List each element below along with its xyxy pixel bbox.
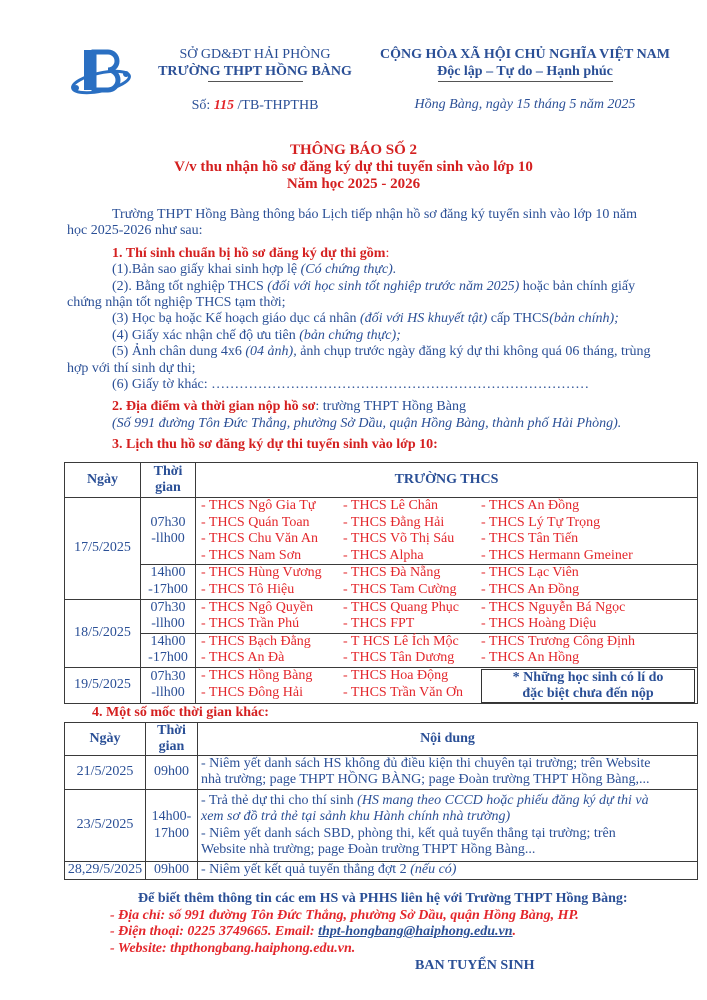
school-name: - THCS Tam Cường — [343, 581, 457, 597]
school-name: - THCS Đông Hải — [201, 685, 304, 701]
heading-text: 1. Thí sinh chuẩn bị hồ sơ đăng ký dự thi gồm — [112, 245, 386, 261]
date: 28,29/5/2025 — [65, 862, 146, 879]
schools-grid — [196, 668, 697, 703]
item-2-cont: chứng nhận tốt nghiệp THCS tạm thời; — [67, 295, 286, 311]
motto: Độc lập – Tự do – Hạnh phúc — [437, 64, 613, 79]
date: 19/5/2025 — [65, 667, 141, 703]
intro-line: học 2025-2026 như sau: — [67, 223, 203, 239]
text: (bản chính); — [549, 311, 619, 327]
school-name: - THCS Tân Dương — [343, 650, 455, 666]
number-value: 115 — [213, 98, 235, 113]
date: 17/5/2025 — [65, 498, 141, 600]
email-link[interactable]: thpt-hongbang@haiphong.edu.vn — [318, 924, 513, 940]
title-block — [0, 142, 707, 193]
date: 23/5/2025 — [65, 789, 146, 862]
school-name: - T HCS Lê Ích Mộc — [343, 633, 459, 649]
time-line: -llh00 — [151, 685, 185, 701]
col-content: Nội dung — [198, 723, 698, 756]
time — [141, 498, 196, 565]
heading-text: 2. Địa điểm và thời gian nộp hồ sơ — [112, 399, 316, 415]
place-date: Hồng Bàng, ngày 15 tháng 5 năm 2025 — [414, 97, 636, 112]
time: 09h00 — [146, 862, 198, 879]
school-name: - THCS FPT — [343, 616, 415, 632]
text: (5) Ảnh chân dung 4x6 — [112, 344, 246, 360]
school-name: - THCS Ngô Gia Tự — [201, 498, 316, 513]
section2-heading — [67, 399, 697, 415]
school-name: - THCS Hermann Gmeiner — [481, 547, 633, 563]
text: - Trả thẻ dự thi cho thí sinh — [201, 792, 358, 808]
section4-heading: 4. Một số mốc thời gian khác: — [92, 705, 269, 720]
time-line: 14h00 — [150, 633, 186, 649]
school-name: - THCS Trần Văn Ơn — [343, 685, 464, 701]
text: - Niêm yết kết quả tuyển thẳng đợt 2 — [201, 862, 411, 878]
text: ảnh chụp trước ngày đăng ký dự thi không quá 06 tháng, trùng — [296, 344, 651, 360]
school-name: - THCS Tô Hiệu — [201, 581, 295, 597]
school-name: - THCS An Đồng — [481, 498, 580, 513]
number-prefix: Số: — [191, 98, 214, 113]
school-name: - THCS Alpha — [343, 547, 424, 563]
col-date: Ngày — [65, 723, 146, 756]
school-name: TRƯỜNG THPT HỒNG BÀNG — [158, 64, 352, 79]
body — [67, 207, 697, 454]
text: - Niêm yết danh sách SBD, phòng thi, kết quả tuyển thẳng tại trường; trên — [201, 825, 616, 841]
text: (2). Bằng tốt nghiệp THCS — [112, 278, 268, 294]
content — [198, 789, 698, 862]
note-line: * Những học sinh có lí do — [512, 669, 664, 685]
school-name: - THCS Võ Thị Sáu — [343, 531, 455, 547]
school-name: - THCS Hồng Bàng — [201, 667, 313, 683]
time — [141, 633, 196, 667]
schools-cell — [196, 633, 698, 667]
col-schools: TRƯỜNG THCS — [196, 463, 698, 498]
item-2 — [67, 279, 697, 295]
issuer-block — [140, 46, 370, 82]
divider — [438, 81, 613, 82]
text: . — [512, 924, 517, 940]
schools-grid — [196, 634, 697, 667]
schedule-table — [64, 462, 698, 704]
time-line: 07h30 — [150, 514, 186, 530]
time — [146, 789, 198, 862]
time-line: 07h30 — [150, 599, 186, 615]
contact-block — [110, 891, 670, 957]
school-name: - THCS Trần Phú — [201, 616, 300, 632]
col-time: Thời gian — [141, 463, 196, 498]
school-name: - THCS Hoa Động — [343, 667, 449, 683]
table-row — [65, 862, 698, 879]
col-time: Thời gian — [146, 723, 198, 756]
schools-cell — [196, 667, 698, 703]
signature: BAN TUYỂN SINH — [415, 958, 535, 973]
country-name: CỘNG HÒA XÃ HỘI CHỦ NGHĨA VIỆT NAM — [379, 47, 670, 62]
department-name: SỞ GD&ĐT HẢI PHÒNG — [179, 47, 331, 62]
schools-cell — [196, 498, 698, 565]
colon: : — [385, 245, 390, 261]
text: (04 ảnh), — [245, 344, 297, 360]
school-name: - THCS Ngô Quyền — [201, 599, 314, 615]
time-line: 14h00 — [150, 565, 186, 581]
school-name: - THCS Lạc Viên — [481, 565, 579, 581]
section3-heading: 3. Lịch thu hồ sơ đăng ký dự thi tuyển sinh vào lớp 10: — [112, 437, 438, 453]
col-date: Ngày — [65, 463, 141, 498]
text: (HS mang theo CCCD hoặc phiếu đăng ký dự thi và — [357, 792, 649, 808]
table-row — [65, 789, 698, 862]
section2-address: (Số 991 đường Tôn Đức Thắng, phường Sở Dầu, quận Hồng Bàng, thành phố Hải Phòng). — [112, 415, 622, 431]
item-4 — [67, 328, 697, 344]
table-row — [65, 565, 698, 599]
schools-grid — [196, 600, 697, 633]
school-name: - THCS Trương Công Định — [481, 633, 635, 649]
school-name: - THCS An Đồng — [481, 581, 580, 597]
table-row — [65, 667, 698, 703]
school-name: - THCS Hùng Vương — [201, 565, 322, 581]
text: (nếu có) — [410, 862, 457, 878]
table-row — [65, 599, 698, 633]
text: (đối với học sinh tốt nghiệp trước năm 2025) — [267, 278, 520, 294]
item-5-cont: hợp với thí sinh dự thi; — [67, 360, 196, 376]
school-name: - THCS Chu Văn An — [201, 531, 318, 547]
time: 09h00 — [146, 756, 198, 790]
text: (Có chứng thực). — [300, 262, 397, 278]
number-suffix: /TB-THPTHB — [234, 98, 319, 113]
national-header — [365, 46, 685, 82]
item-3 — [67, 311, 697, 327]
school-name: - THCS An Hồng — [481, 650, 580, 666]
text: Website nhà trường; page Đoàn trường THPT Hồng Bàng... — [201, 842, 536, 858]
text: xem sơ đồ trả thẻ tại sảnh khu Hành chính nhà trường) — [201, 809, 511, 825]
subject: V/v thu nhận hồ sơ đăng ký dự thi tuyển sinh vào lớp 10 — [174, 159, 533, 175]
table-row — [65, 633, 698, 667]
school-name: - THCS Hoàng Diệu — [481, 616, 597, 632]
schools-cell — [196, 599, 698, 633]
date: 21/5/2025 — [65, 756, 146, 790]
content — [198, 862, 698, 879]
school-name: - THCS Đằng Hải — [343, 514, 445, 530]
special-note — [481, 669, 695, 703]
table-row — [65, 756, 698, 790]
time-line: 07h30 — [150, 668, 186, 684]
school-year: Năm học 2025 - 2026 — [286, 176, 421, 192]
time — [141, 565, 196, 599]
time — [141, 667, 196, 703]
schools-cell — [196, 565, 698, 599]
title: THÔNG BÁO SỐ 2 — [289, 142, 418, 158]
section1-heading — [67, 246, 697, 262]
schools-grid — [196, 565, 697, 598]
time-line: -17h00 — [148, 581, 188, 597]
text: 14h00- — [151, 809, 192, 825]
text: (3) Học bạ hoặc Kế hoạch giáo dục cá nhân — [112, 311, 361, 327]
item-5 — [67, 344, 697, 360]
date: 18/5/2025 — [65, 599, 141, 667]
milestones-table — [64, 722, 698, 880]
schools-grid — [196, 498, 697, 564]
school-name: - THCS Bạch Đằng — [201, 633, 311, 649]
school-name: - THCS Nam Sơn — [201, 547, 302, 563]
school-name: - THCS Lý Tự Trọng — [481, 514, 601, 530]
school-name: - THCS Nguyễn Bá Ngọc — [481, 599, 626, 615]
school-name: - THCS Đà Nẵng — [343, 565, 441, 581]
item-1 — [67, 262, 697, 278]
contact-intro: Để biết thêm thông tin các em HS và PHHS liên hệ với Trường THPT Hồng Bàng: — [138, 891, 628, 906]
contact-phone — [110, 924, 670, 941]
time-line: -llh00 — [151, 531, 185, 547]
text: hoặc bản chính giấy — [519, 278, 636, 294]
school-name: - THCS Lê Chân — [343, 498, 439, 513]
text: (bản chứng thực); — [299, 327, 401, 343]
intro-line: Trường THPT Hồng Bàng thông báo Lịch tiếp nhận hồ sơ đăng ký tuyển sinh vào lớp 10 năm — [112, 207, 637, 222]
document-number — [140, 97, 370, 114]
note-line: đặc biệt chưa đến nộp — [522, 685, 654, 701]
contact-website: - Website: thpthongbang.haiphong.edu.vn. — [110, 940, 356, 956]
school-logo — [70, 44, 132, 100]
school-name: - THCS Quang Phục — [343, 599, 460, 615]
item-6: (6) Giấy tờ khác: ……………………………………………………………………… — [112, 377, 590, 393]
text: - Điện thoại: 0225 3749665. Email: — [110, 924, 319, 940]
school-name: - THCS Tân Tiến — [481, 531, 579, 547]
school-name: - THCS An Đà — [201, 650, 285, 666]
text: (đối với HS khuyết tật) — [360, 311, 488, 327]
school-name: - THCS Quán Toan — [201, 514, 310, 530]
text: (4) Giấy xác nhận chế độ ưu tiên — [112, 327, 300, 343]
text: cấp THCS — [487, 311, 550, 327]
table-row — [65, 498, 698, 565]
time-line: -17h00 — [148, 650, 188, 666]
contact-address: - Địa chỉ: số 991 đường Tôn Đức Thắng, phường Sở Dầu, quận Hồng Bàng, HP. — [110, 907, 579, 923]
time — [141, 599, 196, 633]
divider — [208, 81, 303, 82]
text: - Niêm yết danh sách HS không đủ điều kiện thi chuyên tại trường; trên Website — [201, 756, 651, 771]
content — [198, 756, 698, 790]
text: nhà trường; page THPT HỒNG BÀNG; page Đoàn trường THPT Hồng Bàng,... — [201, 772, 650, 788]
text: : trường THPT Hồng Bàng — [315, 399, 466, 415]
time-line: -llh00 — [151, 616, 185, 632]
text: 17h00 — [154, 825, 189, 841]
text: (1).Bản sao giấy khai sinh hợp lệ — [112, 262, 301, 278]
